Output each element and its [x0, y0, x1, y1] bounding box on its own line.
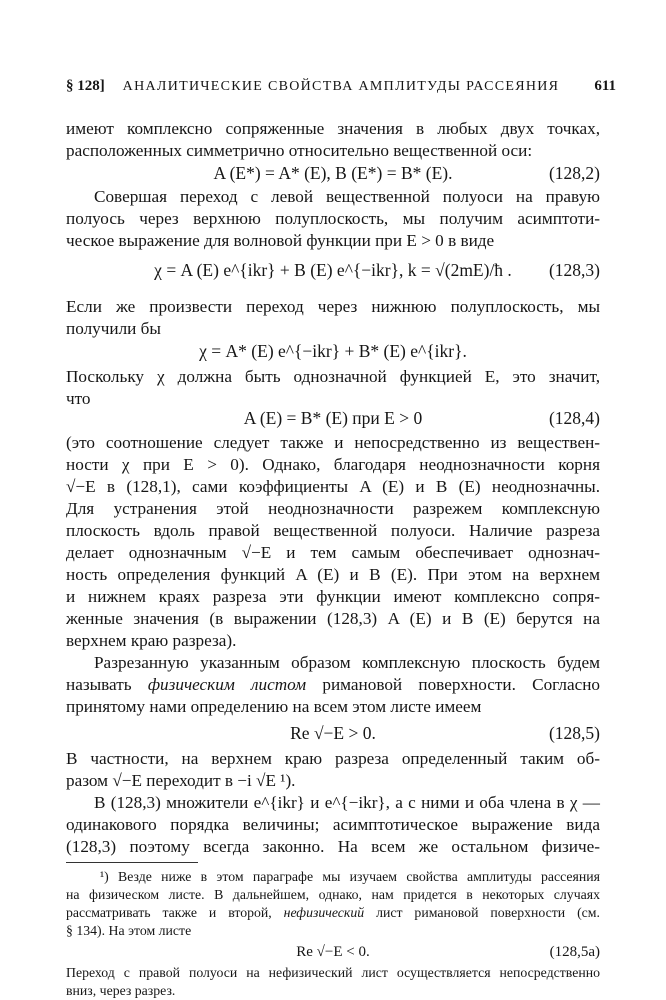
- equation-chi-lower: [66, 338, 600, 364]
- emphasis-unphysical: нефизический: [283, 905, 365, 920]
- footnote-line: § 134). На этом листе: [66, 923, 192, 938]
- equation-number: (128,5а): [549, 944, 600, 960]
- emphasis-physical-sheet: физическим листом: [147, 675, 307, 694]
- equation-text: χ = A (E) e^{ikr} + B (E) e^{−ikr}, k = √(2mE)/ħ .: [154, 260, 512, 280]
- equation-number: (128,4): [548, 408, 600, 428]
- text-line: получили бы: [66, 319, 161, 338]
- text-line: плоскость вдоль правой вещественной полуоси. Наличие разреза: [66, 521, 600, 540]
- equation-number: (128,2): [548, 163, 600, 183]
- text-line: делает однозначным √−E и тем самым обеспечивает однознач-: [66, 543, 600, 562]
- equation-number: (128,5): [548, 723, 600, 743]
- text-line: В (128,3) множители e^{ikr} и e^{−ikr}, а с ними и оба члена в χ —: [94, 793, 600, 812]
- equation-text: χ = A* (E) e^{−ikr} + B* (E) e^{ikr}.: [199, 341, 467, 361]
- text-line: Совершая переход с левой вещественной полуоси на правую: [94, 187, 600, 206]
- text-span: лист римановой поверхности (см.: [364, 905, 600, 920]
- header-title: АНАЛИТИЧЕСКИЕ СВОЙСТВА АМПЛИТУДЫ РАССЕЯНИЯ: [122, 79, 560, 94]
- text-line: и нижнем краях разреза эти функции имеют комплексно сопря-: [66, 587, 600, 606]
- equation-128-3: [66, 257, 600, 283]
- text-line: [66, 674, 600, 696]
- text-line: ность определения функций A (E) и B (E). При этом на верхнем: [66, 565, 600, 584]
- text-line: (это соотношение следует также и непосредственно из веществен-: [66, 433, 600, 452]
- running-header: [66, 78, 616, 102]
- page-number: 611: [594, 78, 616, 94]
- footnote-divider: [66, 862, 198, 863]
- footnote-line: [66, 904, 600, 922]
- text-line: ности χ при E > 0). Однако, благодаря неоднозначности корня: [66, 455, 600, 474]
- text-line: Разрезанную указанным образом комплексную плоскость будем: [94, 653, 600, 672]
- footnote-line: на физическом листе. В дальнейшем, однако, нам придется в некоторых случаях: [66, 887, 600, 902]
- text-line: ческое выражение для волновой функции при E > 0 в виде: [66, 231, 495, 250]
- equation-128-5: [66, 720, 600, 746]
- equation-128-5a: [66, 940, 600, 964]
- equation-text: Re √−E < 0.: [296, 944, 370, 960]
- section-number: § 128]: [66, 78, 105, 94]
- text-line: полуось через верхнюю полуплоскость, мы получим асимптоти-: [66, 209, 600, 228]
- equation-128-2: [66, 160, 600, 186]
- equation-number: (128,3): [548, 260, 600, 280]
- text-line: (128,3) поэтому всегда законно. На всем же остальном физиче-: [66, 837, 600, 856]
- text-line: верхнем краю разреза).: [66, 631, 237, 650]
- equation-text: A (E*) = A* (E), B (E*) = B* (E).: [213, 163, 453, 183]
- footnote-line: вниз, через разрез.: [66, 983, 176, 998]
- text-line: Поскольку χ должна быть однозначной функцией E, это значит,: [66, 367, 600, 386]
- text-line: женные значения (в выражении (128,3) A (E) и B (E) берутся на: [66, 609, 600, 628]
- text-span: римановой поверхности. Согласно: [306, 675, 600, 694]
- text-line: расположенных симметрично относительно вещественной оси:: [66, 141, 533, 160]
- text-line: принятому нами определению на всем этом листе имеем: [66, 697, 482, 716]
- text-line: Для устранения этой неоднозначности разрежем комплексную: [66, 499, 600, 518]
- text-line: одинакового порядка величины; асимптотическое выражение вида: [66, 815, 600, 834]
- equation-text: A (E) = B* (E) при E > 0: [243, 408, 423, 428]
- text-span: рассматривать также и второй,: [66, 905, 284, 920]
- text-line: что: [66, 389, 91, 408]
- footnote-line: ¹) Везде ниже в этом параграфе мы изучаем свойства амплитуды рассеяния: [100, 869, 600, 884]
- text-span: называть: [66, 675, 148, 694]
- equation-text: Re √−E > 0.: [290, 723, 376, 743]
- footnote-line: Переход с правой полуоси на нефизический лист осуществляется непосредственно: [66, 965, 600, 980]
- text-line: В частности, на верхнем краю разреза определенный таким об-: [66, 749, 600, 768]
- equation-128-4: [66, 405, 600, 431]
- text-line: Если же произвести переход через нижнюю полуплоскость, мы: [66, 297, 600, 316]
- text-line: имеют комплексно сопряженные значения в любых двух точках,: [66, 119, 600, 138]
- text-line: разом √−E переходит в −i √E ¹).: [66, 771, 296, 790]
- text-line: √−E в (128,1), сами коэффициенты A (E) и B (E) неоднозначны.: [66, 477, 600, 496]
